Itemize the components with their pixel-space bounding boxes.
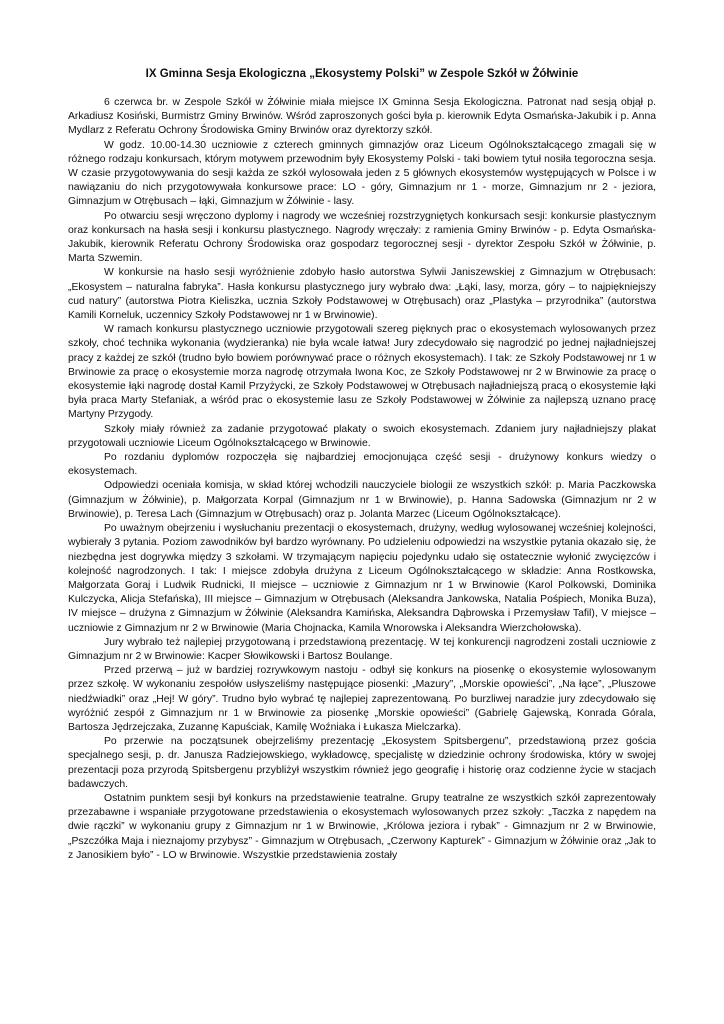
- paragraph: Odpowiedzi oceniała komisja, w skład której wchodzili nauczyciele biologii ze wszystkich szkół: p. Maria Paczkowska (Gimnazjum w Żółwinie), p. Małgorzata Korpal (Gimnazjum nr 1 w Brwinowie), p. Hanna Sadowska (Gimnazjum nr 2 w Brwinowie), p. Teresa Lach (Gimnazjum w Otrębusach) oraz p. Jolanta Marzec (Liceum Ogólnokształcące).: [68, 480, 656, 520]
- paragraph: Przed przerwą – już w bardziej rozrywkowym nastoju - odbył się konkurs na piosenkę o ekosystemie wylosowanym przez szkołę. W wykonaniu zespołów usłyszeliśmy następujące piosenki: „Mazury”, „Morskie opowieści”, „Na łące”, „Pluszowe niedźwiadki” oraz „Hej! W góry”. Trudno było wybrać tę najlepiej zaprezentowaną. Po burzliwej naradzie jury zdecydowało się wyróżnić zespół z Gimnazjum nr 1 w Brwinowie za piosenkę „Morskie opowieści” (Gabrielę Gajewską, Konrada Górala, Bartosza Jędrzejczaka, Zuzannę Kapuściak, Kamilę Woźniaka i Łukasza Mielczarka).: [68, 665, 656, 733]
- paragraph: Szkoły miały również za zadanie przygotować plakaty o swoich ekosystemach. Zdaniem jury najładniejszy plakat przygotowali uczniowie Liceum Ogólnokształcącego w Brwinowie.: [68, 423, 656, 449]
- paragraph: Po przerwie na początsunek obejrzeliśmy prezentację „Ekosystem Spitsbergenu”, przedstawioną przez gościa specjalnego sesji, p. dr. Janusza Radziejowskiego, wykładowcę, specjalistę w dziedzinie ochrony środowiska, który w swojej prezentacji poza przyrodą Spitsbergenu przybliżył wszystkim również jego geografię i historię oraz codzienne życie w stacjach badawczych.: [68, 736, 656, 790]
- document-title: IX Gminna Sesja Ekologiczna „Ekosystemy Polski” w Zespole Szkół w Żółwinie: [145, 68, 579, 80]
- paragraph: Ostatnim punktem sesji był konkurs na przedstawienie teatralne. Grupy teatralne ze wszystkich szkół zaprezentowały przezabawne i wspaniałe przygotowane przedstawienia o ekosystemach wylosowanych przez szkoły: „Taczka z napędem na dwie rączki” w wykonaniu grupy z Gimnazjum nr 1 w Brwinowie, „Królowa jeziora i rybak” - Gimnazjum nr 2 w Brwinowie, „Pszczółka Maja i nieznajomy przybysz” - Gimnazjum w Otrębusach, „Czerwony Kapturek” - Gimnazjum w Żółwinie oraz „Jak to z Janosikiem było” - LO w Brwinowie. Wszystkie przedstawienia zostały: [68, 792, 656, 861]
- paragraph: Jury wybrało też najlepiej przygotowaną i przedstawioną prezentację. W tej konkurencji nagrodzeni zostali uczniowie z Gimnazjum nr 2 w Brwinowie: Kacper Słowikowski i Bartosz Boulange.: [68, 636, 656, 662]
- paragraph: Po otwarciu sesji wręczono dyplomy i nagrody we wcześniej rozstrzygniętych konkursach sesji: konkursie plastycznym oraz konkursach na hasła sesji i konkursu plastycznego. Nagrody wręczały: z ramienia Gminy Brwinów - p. Edyta Osmańska-Jakubik, kierownik Referatu Ochrony Środowiska oraz gospodarz tegorocznej sesji - dyrektor Zespołu Szkół w Żółwinie, p. Marta Szwemin.: [68, 210, 656, 265]
- paragraph: W godz. 10.00-14.30 uczniowie z czterech gminnych gimnazjów oraz Liceum Ogólnokształcącego zmagali się w różnego rodzaju konkursach, którym motywem przewodnim były Ekosystemy Polski - taki bowiem tytuł nosiła tegoroczna sesja. W czasie przygotowywania do sesji każda ze szkół wylosowała jeden z 5 głównych ekosystemów występujących w Polsce i w nawiązaniu do nich przygotowywała konkursowe prace: LO - góry, Gimnazjum nr 1 - morze, Gimnazjum nr 2 - jeziora, Gimnazjum w Otrębusach – łąki, Gimnazjum w Żółwinie - lasy.: [68, 139, 656, 208]
- paragraph: W ramach konkursu plastycznego uczniowie przygotowali szereg pięknych prac o ekosystemach wylosowanych przez szkoły, choć technika wykonania (wydzieranka) nie była wcale łatwa! Jury zdecydowało się nagrodzić po jednej najładniejszej pracy z każdej ze szkół (trudno było bowiem porównywać prace o różnych ekosystemach). I tak: ze Szkoły Podstawowej nr 1 w Brwinowie za pracę o ekosystemie morza nagrodę otrzymała Iwona Koc, ze Szkoły Podstawowej nr 2 w Brwinowie za pracę o ekosystemie łąki nagrodę dostał Kamil Przyżycki, ze Szkoły Podstawowej w Otrębusach najładniejszą pracą o ekosystemie łąki była praca Marty Stefaniak, a wśród prac o ekosystemie lasu ze Szkoły Podstawowej w Żółwinie za najlepszą uznano pracę Martyny Przygody.: [68, 324, 656, 421]
- paragraph: W konkursie na hasło sesji wyróżnienie zdobyło hasło autorstwa Sylwii Janiszewskiej z Gimnazjum w Otrębusach: „Ekosystem – naturalna fabryka”. Hasła konkursu plastycznego jury wybrało dwa: „Łąki, lasy, morza, góry – to najpiękniejszy cud natury” (autorstwa Piotra Kieliszka, ucznia Szkoły Podstawowej w Otrębusach) oraz „Plastyka – przyrodnika” (autorstwa Kamili Korneluk, uczennicy Szkoły Podstawowej nr 1 w Brwinowie).: [68, 267, 656, 322]
- paragraph: Po uważnym obejrzeniu i wysłuchaniu prezentacji o ekosystemach, drużyny, według wylosowanej wcześniej kolejności, wybierały 3 pytania. Poziom zawodników był bardzo wyrównany. Po udzieleniu odpowiedzi na wszystkie pytania okazało się, że niezbędna jest dogrywka między 3 szkołami. W trzymającym napięciu pojedynku udało się ostatecznie wyłonić zwycięzców i kolejność nagrodzonych. I tak: I miejsce zdobyła drużyna z Liceum Ogólnokształcącego w składzie: Anna Rostkowska, Małgorzata Goraj i Ludwik Rudnicki, II miejsce – uczniowie z Gimnazjum nr 1 w Brwinowie (Karol Polkowski, Dominika Kulczycka, Alicja Stefańska), III miejsce – Gimnazjum w Otrębusach (Aleksandra Jankowska, Natalia Pośpiech, Monika Buza), IV miejsce – drużyna z Gimnazjum w Żółwinie (Aleksandra Kamińska, Aleksandra Dąbrowska i Przemysław Tafil), V miejsce – uczniowie z Gimnazjum nr 2 w Brwinowie (Maria Chojnacka, Kamila Wnorowska i Aleksandra Wierzchołowska).: [68, 523, 656, 634]
- paragraph: Po rozdaniu dyplomów rozpoczęła się najbardziej emocjonująca część sesji - drużynowy konkurs wiedzy o ekosystemach.: [68, 452, 656, 478]
- document-body: [68, 96, 656, 863]
- paragraph: 6 czerwca br. w Zespole Szkół w Żółwinie miała miejsce IX Gminna Sesja Ekologiczna. Patronat nad sesją objął p. Arkadiusz Kosiński, Burmistrz Gminy Brwinów. Wśród zaproszonych gości była p. kierownik Edyta Osmańska-Jakubik i p. Anna Mydlarz z Referatu Ochrony Środowiska Gminy Brwinów oraz dyrektorzy szkół.: [68, 97, 656, 137]
